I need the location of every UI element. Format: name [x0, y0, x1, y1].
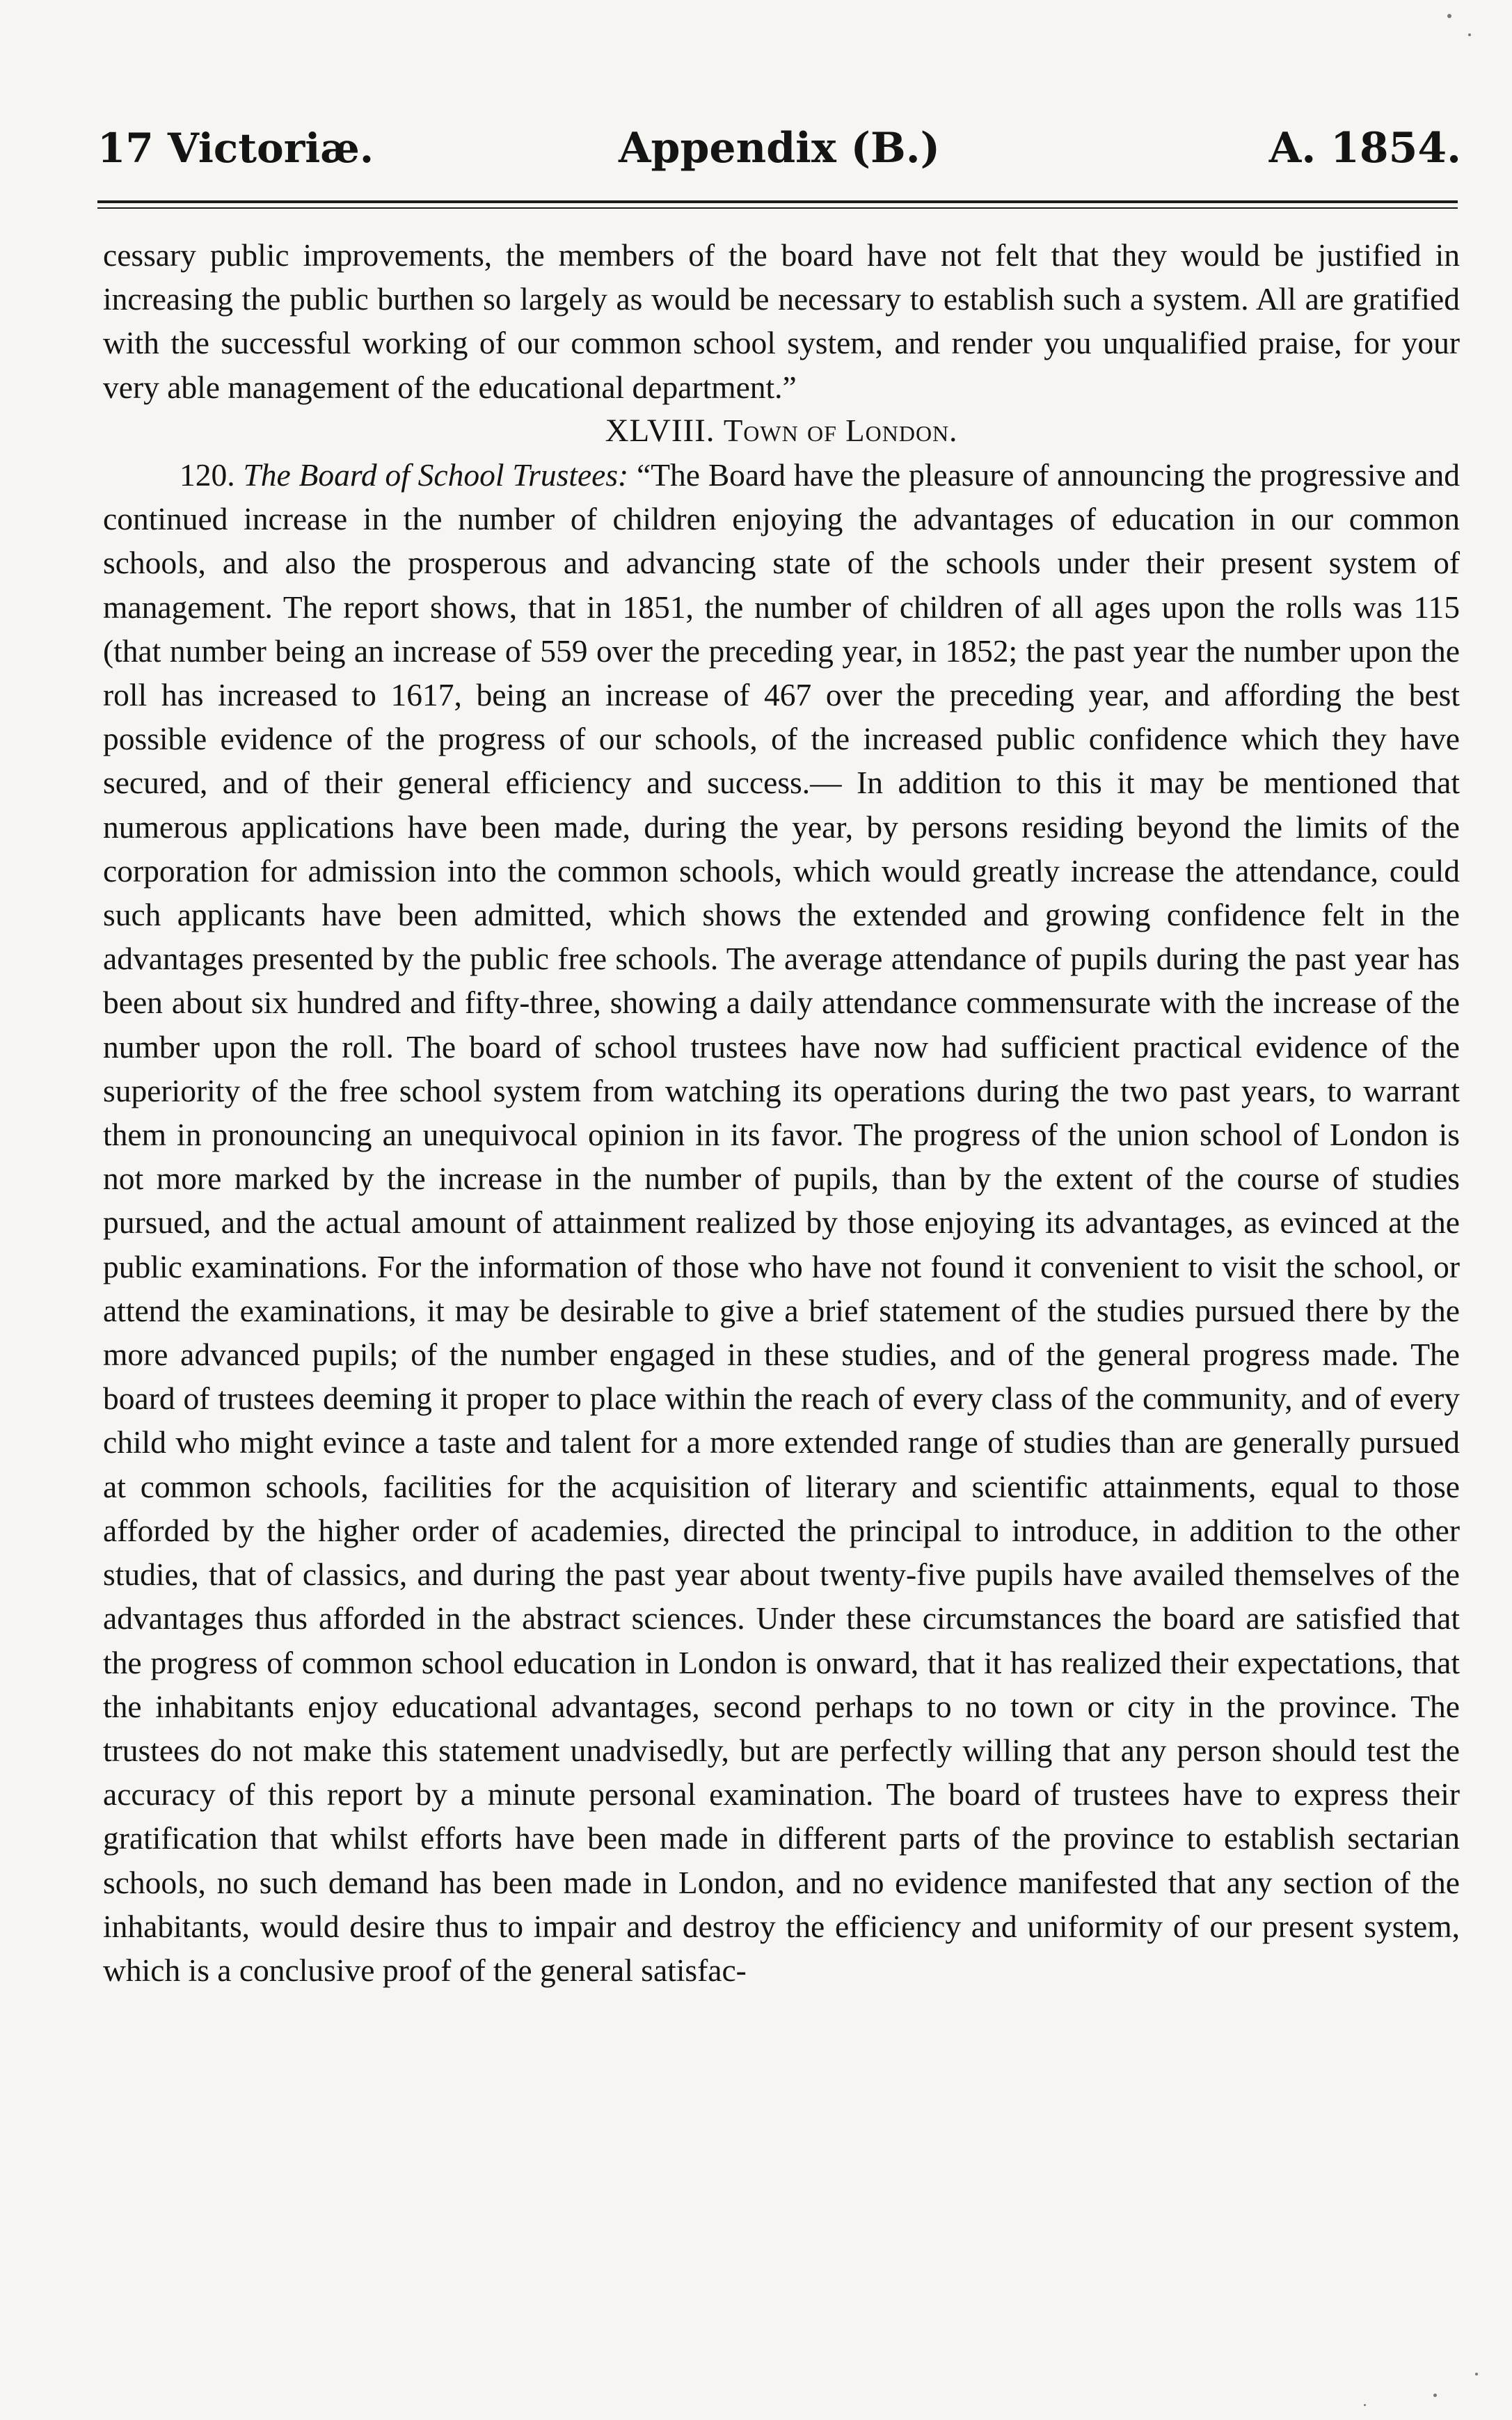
- scan-speck: [1475, 2373, 1478, 2375]
- paragraph-number: 120.: [180, 457, 235, 493]
- page-header: [97, 117, 1461, 180]
- header-regnal-year: 17 Victoriæ.: [97, 125, 374, 172]
- scan-speck: [1447, 14, 1451, 18]
- paragraph-text: “The Board have the pleasure of announcing the progressive and continued increase in the number of children enjoying the advantages of education in our common schools, and also the prosperous and advancing state of the schools under their present system of management. The report shows, that in 1851, the number of children of all ages upon the rolls was 115 (that number being an increase of 559 over the preceding year, in 1852; the past year the number upon the roll has increased to 1617, being an increase of 467 over the preceding year, and affording the best possible evidence of the progress of our schools, of the increased public confidence which they have secured, and of their general efficiency and success.— In addition to this it may be mentioned that numerous applications have been made, during the year, by persons residing beyond the limits of the corporation for admission into the common schools, which would greatly increase the attendance, could such applicants have been admitted, which shows the extended and growing confidence felt in the advantages presented by the public free schools. The average attendance of pupils during the past year has been about six hundred and fifty-three, showing a daily attendance commensurate with the increase of the number upon the roll. The board of school trustees have now had sufficient practical evidence of the superiority of the free school system from watching its operations during the two past years, to warrant them in pronouncing an unequivocal opinion in its favor. The progress of the union school of London is not more marked by the increase in the number of pupils, than by the extent of the course of studies pursued, and the actual amount of attainment realized by those enjoying its advantages, as evinced at the public examinations. For the information of those who have not found it convenient to visit the school, or attend the examinations, it may be desirable to give a brief statement of the studies pursued there by the more advanced pupils; of the number engaged in these studies, and of the general progress made. The board of trustees deeming it proper to place within the reach of every class of the community, and of every child who might evince a taste and talent for a more extended range of studies than are generally pursued at common schools, facilities for the acquisition of literary and scientific attainments, equal to those afforded by the higher order of academies, directed the principal to introduce, in addition to the other studies, that of classics, and during the past year about twenty-five pupils have availed themselves of the advantages thus afforded in the abstract sciences. Under these circumstances the board are satisfied that the progress of common school education in London is onward, that it has realized their expectations, that the inhabitants enjoy educational advantages, second perhaps to no town or city in the province. The trustees do not make this statement unadvisedly, but are perfectly willing that any person should test the accuracy of this report by a minute personal examination. The board of trustees have to express their gratification that whilst efforts have been made in different parts of the province to establish sectarian schools, no such demand has been made in London, and no evidence manifested that any section of the inhabitants, would desire thus to impair and destroy the efficiency and uniformity of our present system, which is a conclusive proof of the general satisfac-: [103, 457, 1461, 1988]
- header-rule-thin: [97, 207, 1458, 209]
- body-text: [103, 233, 1460, 1992]
- section-heading: [103, 409, 1460, 453]
- header-rule-thick: [97, 200, 1458, 203]
- header-appendix-title: Appendix (B.): [618, 124, 941, 173]
- section-numeral: XLVIII.: [605, 412, 715, 449]
- paragraph-lead: The Board of School Trustees:: [243, 457, 629, 493]
- paragraph-120: [103, 453, 1460, 1992]
- continued-paragraph: cessary public improvements, the members of the board have not felt that they would be justified in increasing the public burthen so largely as would be necessary to establish such a system. All are gratified with the successful working of our common school system, and render you unqualified praise, for your very able management of the educational department.”: [103, 237, 1460, 405]
- header-year: A. 1854.: [1268, 124, 1461, 173]
- section-title: Town of London.: [723, 413, 958, 448]
- scan-speck: [1364, 2404, 1366, 2406]
- scan-speck: [1468, 33, 1471, 36]
- scan-speck: [1433, 2394, 1437, 2397]
